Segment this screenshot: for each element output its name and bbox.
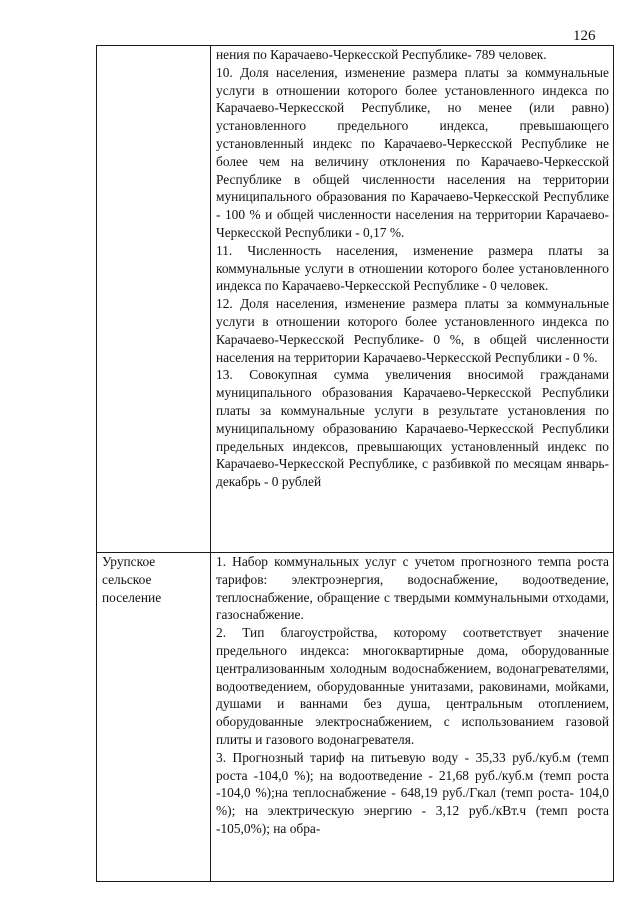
description-cell (211, 553, 614, 882)
municipality-name-line: Урупское (102, 554, 156, 569)
municipality-name-line: поселение (102, 589, 162, 605)
description-cell (211, 46, 614, 553)
paragraph: 1. Набор коммунальных услуг с учетом прогнозного темпа роста тарифов: электроэнергия, водоснабжение, водоотведение, теплоснабжение, обращение с твердыми коммунальными отходами, газоснабжение. (216, 554, 609, 623)
paragraph: 10. Доля населения, изменение размера платы за коммунальные услуги в отношении которого более установленного индекса по Карачаево-Черкесской Республике, но менее (или равно) установленного предельного индекса, превышающего установленный индекс по Карачаево-Черкесской Республике не более чем на величину отклонения по Карачаево-Черкесской Республике в общей численности населения на территории муниципального образования по Карачаево-Черкесской Республике - 100 % и общей численности населения на территории Карачаево-Черкесской Республики - 0,17 %. (216, 64, 609, 240)
paragraph: нения по Карачаево-Черкесской Республике- 789 человек. (216, 47, 547, 62)
paragraph: 3. Прогнозный тариф на питьевую воду - 35,33 руб./куб.м (темп роста -104,0 %); на водоотведение - 21,68 руб./куб.м (темп роста -104,0 %);на теплоснабжение - 648,19 руб./Гкал (темп роста- 104,0 %); на электрическую энергию - 3,12 руб./кВт.ч (темп роста -105,0%); на обра- (216, 749, 609, 836)
municipality-name-line: сельское (102, 571, 152, 587)
paragraph: 11. Численность населения, изменение размера платы за коммунальные услуги в отношении которого более установленного индекса по Карачаево-Черкесской Республике - 0 человек. (216, 242, 609, 294)
paragraph: 2. Тип благоустройства, которому соответствует значение предельного индекса: многоквартирные дома, оборудованные централизованным холодным водоснабжением, водонагревателями, водоотведением, оборудованные унитазами, раковинами, мойками, душами и ваннами без душа, центральным отоплением, оборудованные электроснабжением, с использованием газовой плиты и газового водонагревателя. (216, 625, 609, 747)
page-number: 126 (573, 28, 596, 44)
table-row (97, 46, 614, 553)
table-row (97, 553, 614, 882)
municipality-cell (97, 46, 211, 553)
paragraph: 13. Совокупная сумма увеличения вносимой гражданами муниципального образования Карачаево-Черкесской Республики платы за коммунальные услуги в результате установления по муниципальному образованию Карачаево-Черкесской Республики предельных индексов, превышающих установленный индекс по Карачаево-Черкесской Республике, с разбивкой по месяцам январь-декабрь - 0 рублей (216, 367, 609, 490)
indices-table (96, 45, 614, 882)
municipality-cell (97, 553, 211, 882)
paragraph: 12. Доля населения, изменение размера платы за коммунальные услуги в отношении которого более установленного индекса по Карачаево-Черкесской Республике- 0 %, в общей численности населения на территории Карачаево-Черкесской Республики - 0 %. (216, 296, 609, 365)
